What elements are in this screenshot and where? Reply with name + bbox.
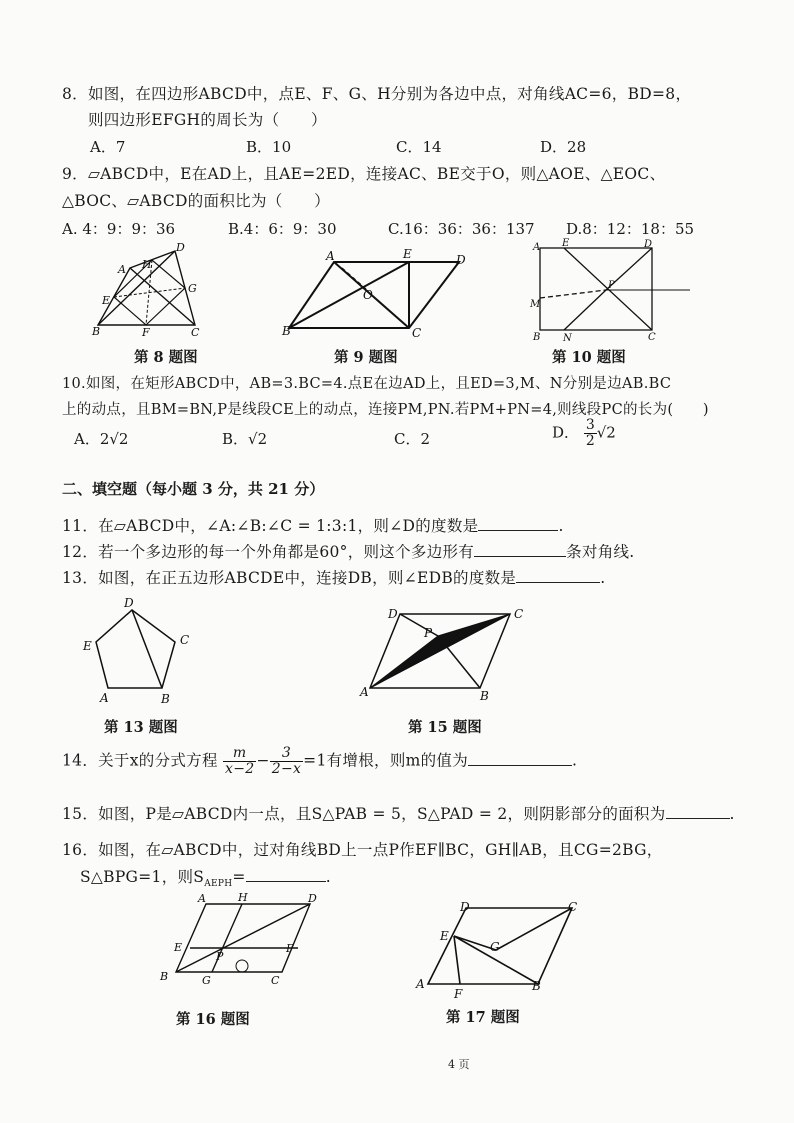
caption-fig10: 第 10 题图	[552, 349, 626, 366]
q11-text: 11．在▱ABCD中，∠A:∠B:∠C = 1:3:1，则∠D的度数是	[62, 517, 479, 535]
fig13-label-e: E	[83, 639, 92, 653]
q10-option-a: A．2√2	[74, 430, 129, 448]
fig16-label-f: F	[286, 942, 294, 955]
figure-13	[80, 596, 210, 706]
fig16-label-b: B	[160, 970, 169, 983]
fig8-label-g: G	[188, 282, 197, 295]
q16-equals: =	[232, 868, 246, 886]
figure-17	[414, 898, 594, 1001]
fig13-label-d: D	[124, 596, 134, 610]
figure-9	[284, 244, 484, 344]
caption-fig17: 第 17 题图	[446, 1009, 520, 1026]
q14-end: .	[572, 751, 578, 770]
q16-line1: 16．如图，在▱ABCD中，过对角线BD上一点P作EF∥BC，GH∥AB，且CG=2BG，	[62, 841, 663, 859]
q15-answer-blank[interactable]	[666, 804, 730, 819]
q10-option-d-letter: D．	[552, 423, 580, 442]
fig8-label-h: H	[142, 258, 152, 271]
fig15-label-b: B	[480, 689, 489, 703]
q14-f1-denominator: x−2	[225, 761, 255, 777]
caption-fig9: 第 9 题图	[334, 349, 398, 366]
q9-option-b: B.4：6：9：30	[228, 220, 337, 238]
fig17-label-e: E	[440, 929, 449, 943]
section-2-heading: 二、填空题（每小题 3 分，共 21 分）	[62, 480, 325, 498]
q9-line1: 9．▱ABCD中，E在AD上，且AE=2ED，连接AC、BE交于O，则△AOE、△EOC、	[62, 165, 666, 183]
figure-16	[158, 890, 328, 990]
q13-end: .	[600, 569, 606, 587]
q9-option-a: A. 4：9：9：36	[62, 220, 176, 238]
q11-answer-blank[interactable]	[478, 516, 558, 531]
fig8-label-b: B	[92, 325, 101, 338]
q12-text: 12．若一个多边形的每一个外角都是60°，则这个多边形有	[62, 543, 475, 561]
q12-answer-blank[interactable]	[474, 542, 566, 557]
fig9-label-a: A	[326, 249, 335, 263]
fig9-label-e: E	[403, 247, 412, 261]
q16-answer-blank[interactable]	[246, 867, 326, 882]
figure-15	[360, 604, 560, 704]
q8-line1: 8．如图，在四边形ABCD中，点E、F、G、H分别为各边中点，对角线AC=6，BD=8，	[62, 85, 692, 103]
fig17-label-c: C	[568, 900, 578, 914]
fig10-label-d: D	[644, 239, 653, 250]
q14-suffix: =1有增根，则m的值为	[303, 751, 469, 770]
q9-option-c: C.16：36：36：137	[388, 220, 535, 238]
fig10-label-p: P	[608, 280, 615, 291]
page-number: 4 页	[448, 1058, 470, 1071]
fig15-label-a: A	[360, 685, 369, 699]
q16-end: .	[325, 868, 331, 886]
q11	[62, 514, 564, 536]
fig9-label-o: O	[363, 288, 373, 302]
q13-text: 13．如图，在正五边形ABCDE中，连接DB，则∠EDB的度数是	[62, 569, 517, 587]
fig17-label-g: G	[490, 940, 500, 954]
caption-fig8: 第 8 题图	[134, 349, 198, 366]
fig9-label-b: B	[282, 324, 291, 338]
q14-minus: −	[256, 751, 270, 770]
fig17-label-d: D	[460, 900, 470, 914]
fig16-label-c: C	[271, 974, 280, 987]
q10-line1: 10.如图，在矩形ABCD中，AB=3.BC=4.点E在边AD上，且ED=3,M、N分别是边AB.BC	[62, 376, 672, 392]
fig10-label-n: N	[563, 333, 572, 344]
fig9-label-d: D	[456, 253, 466, 267]
fig15-label-c: C	[514, 607, 524, 621]
q8-option-c: C．14	[396, 138, 442, 156]
q8-line2: 则四边形EFGH的周长为（ ）	[88, 111, 327, 129]
q9-line2: △BOC、▱ABCD的面积比为（ ）	[62, 192, 330, 210]
q12	[62, 540, 635, 562]
q14-f1-numerator: m	[223, 746, 256, 762]
figure-8	[90, 243, 230, 343]
fig16-label-e: E	[174, 941, 183, 954]
q14-fraction-1	[223, 746, 256, 777]
q16-subscript: AEPH	[204, 879, 233, 890]
fig13-label-b: B	[161, 692, 170, 706]
q11-end: .	[558, 517, 564, 535]
fig8-label-c: C	[191, 326, 200, 339]
fig16-label-a: A	[198, 892, 206, 905]
fig16-label-p: P	[216, 950, 224, 963]
q14-answer-blank[interactable]	[468, 751, 572, 766]
fig13-label-c: C	[180, 633, 190, 647]
fig16-label-g: G	[202, 974, 211, 987]
q14-fraction-2	[270, 746, 303, 777]
q13-answer-blank[interactable]	[516, 568, 600, 583]
q9-option-d: D.8：12：18：55	[566, 220, 695, 238]
caption-fig13: 第 13 题图	[104, 719, 178, 736]
caption-fig16: 第 16 题图	[176, 1011, 250, 1028]
q15	[62, 802, 735, 824]
caption-fig15: 第 15 题图	[408, 719, 482, 736]
fig16-label-h: H	[238, 891, 248, 904]
fig10-label-c: C	[648, 332, 656, 343]
q16-line2	[80, 865, 331, 889]
q10-d-numerator: 3	[585, 417, 595, 433]
q10-option-c: C．2	[394, 430, 431, 448]
q10-option-d-fraction	[584, 418, 597, 449]
q10-d-radical: √2	[596, 423, 616, 442]
q15-text: 15．如图，P是▱ABCD内一点，且S△PAB = 5，S△PAD = 2，则阴影部分的面积为	[62, 805, 666, 823]
fig8-label-e: E	[102, 294, 111, 307]
q14-prefix: 14．关于x的分式方程	[62, 751, 218, 770]
fig10-label-b: B	[533, 332, 541, 343]
q8-option-a: A．7	[90, 138, 126, 156]
q12-end: 条对角线.	[566, 543, 635, 561]
fig10-label-a: A	[533, 242, 541, 253]
q10-line2: 上的动点，且BM=BN,P是线段CE上的动点，连接PM,PN.若PM+PN=4,则线段PC的长为( )	[62, 402, 709, 418]
fig17-label-b: B	[532, 979, 541, 993]
fig15-label-d: D	[388, 607, 398, 621]
q10-option-b: B．√2	[222, 430, 268, 448]
fig10-label-m: M	[530, 299, 541, 310]
fig10-label-e: E	[562, 238, 570, 249]
fig16-label-d: D	[308, 892, 317, 905]
q14	[62, 746, 577, 777]
q10-d-denominator: 2	[585, 433, 595, 449]
fig8-label-a: A	[118, 263, 126, 276]
fig17-label-f: F	[454, 987, 463, 1001]
q14-f2-numerator: 3	[270, 746, 303, 762]
fig8-label-f: F	[142, 326, 150, 339]
q14-f2-denominator: 2−x	[271, 761, 302, 777]
q8-option-b: B．10	[246, 138, 292, 156]
fig17-label-a: A	[416, 977, 425, 991]
fig8-label-d: D	[176, 241, 185, 254]
q15-end: .	[729, 805, 735, 823]
q13	[62, 566, 605, 588]
fig9-label-c: C	[412, 326, 422, 340]
figure-10	[530, 238, 700, 344]
fig13-label-a: A	[100, 691, 109, 705]
q8-option-d: D．28	[540, 138, 587, 156]
fig15-label-p: P	[424, 626, 433, 640]
q16-line2-text: S△BPG=1，则S	[80, 868, 205, 886]
q10-option-d	[552, 418, 616, 449]
